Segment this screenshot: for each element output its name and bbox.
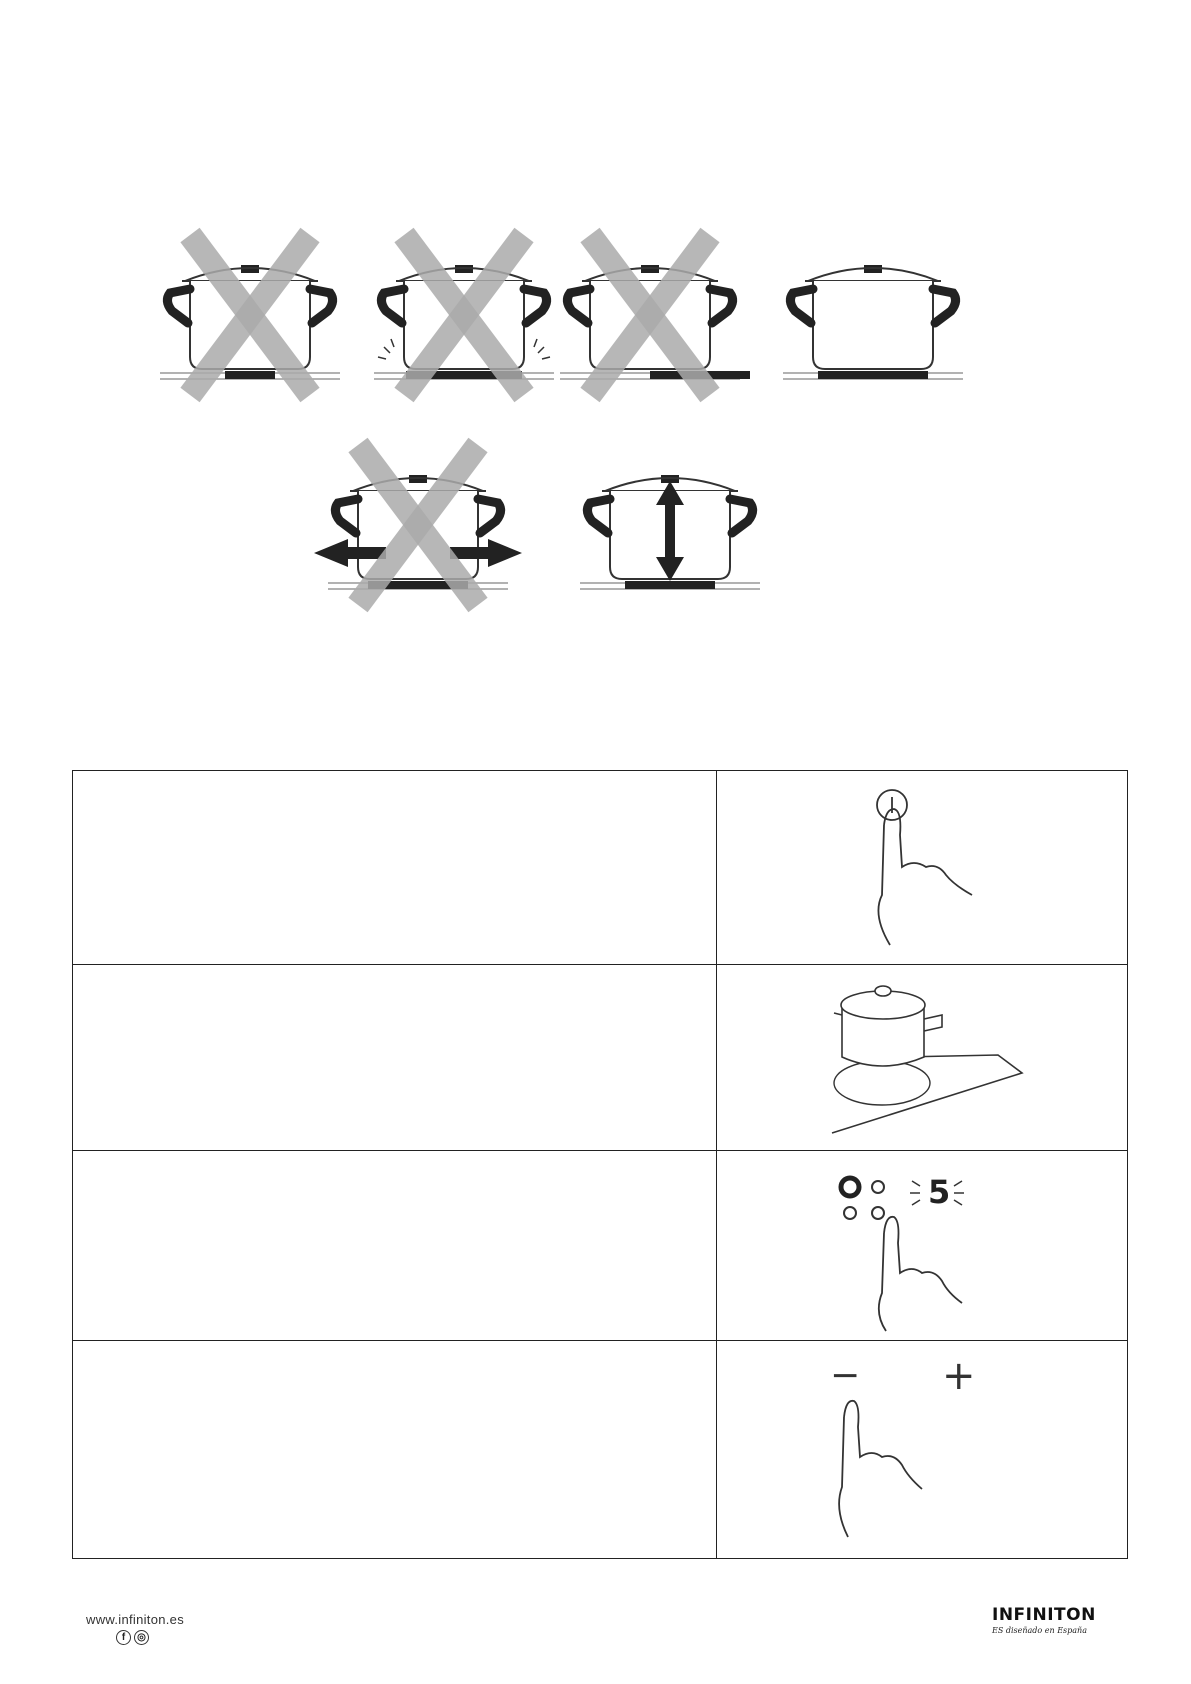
table-row	[73, 1151, 1128, 1341]
minus-sign: −	[830, 1355, 861, 1396]
step-2-image	[717, 965, 1128, 1151]
pot-figure-4-correct	[783, 265, 963, 379]
pot-figure-3	[560, 235, 750, 395]
pot-figure-2	[374, 235, 554, 395]
plus-sign: +	[942, 1353, 976, 1399]
step-4-text	[73, 1341, 717, 1559]
minus-plus-icon	[812, 1347, 1032, 1547]
steps-table	[72, 770, 1128, 1559]
table-row	[73, 771, 1128, 965]
table-row	[73, 965, 1128, 1151]
brand-tagline: ES diseñado en España	[992, 1626, 1087, 1635]
power-button-icon	[822, 775, 1022, 955]
brand-logo	[992, 1605, 1096, 1635]
zone-selector-icon	[812, 1153, 1032, 1333]
step-1-image	[717, 771, 1128, 965]
website-link[interactable]: www.infiniton.es	[86, 1612, 185, 1627]
pot-figure-6-lift	[580, 475, 760, 589]
brand-name: INFINITON	[992, 1605, 1096, 1625]
facebook-icon[interactable]: f	[116, 1630, 131, 1645]
step-3-text	[73, 1151, 717, 1341]
footer-website	[86, 1612, 185, 1643]
instagram-icon[interactable]: ◎	[134, 1630, 149, 1645]
zone-power-level: 5	[928, 1173, 951, 1211]
pot-on-hob-icon	[802, 965, 1042, 1145]
pot-usage-illustrations	[0, 0, 1191, 680]
step-1-text	[73, 771, 717, 965]
table-row	[73, 1341, 1128, 1559]
step-3-image	[717, 1151, 1128, 1341]
step-4-image	[717, 1341, 1128, 1559]
pot-figure-1	[160, 235, 340, 395]
step-2-text	[73, 965, 717, 1151]
pot-figure-5	[314, 445, 522, 605]
